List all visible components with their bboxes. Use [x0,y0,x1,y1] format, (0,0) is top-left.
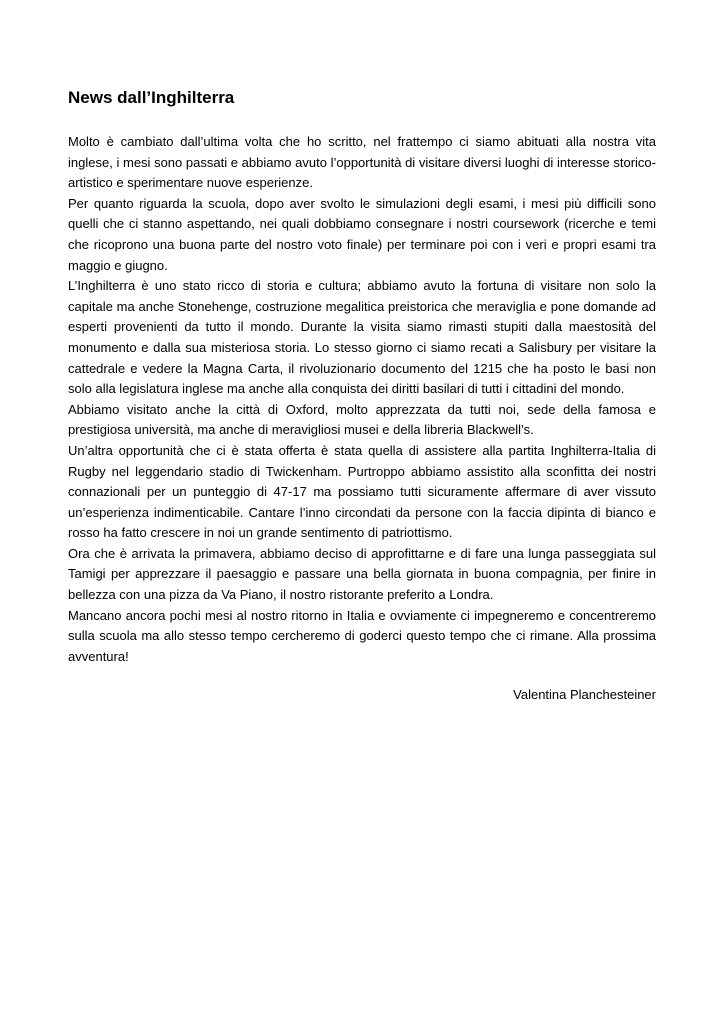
paragraph-intro: Molto è cambiato dall’ultima volta che ho scritto, nel frattempo ci siamo abituati alla nostra vita inglese, i mesi sono passati e abbiamo avuto l’opportunità di visitare diversi luoghi di interesse storico-artistico e sperimentare nuove esperienze. [68,134,656,191]
document-page [68,86,656,706]
paragraph-school: Per quanto riguarda la scuola, dopo aver svolto le simulazioni degli esami, i mesi più difficili sono quelli che ci stanno aspettando, nei quali dobbiamo consegnare i nostri coursework (ricerche e temi che ricoprono una buona parte del nostro voto finale) per terminare poi con i veri e propri esami tra maggio e giugno. [68,195,656,273]
paragraph-oxford: Abbiamo visitato anche la città di Oxford, molto apprezzata da tutti noi, sede della famosa e prestigiosa università, ma anche di meravigliosi musei e della libreria Blackwell’s. [68,401,656,438]
paragraph-closing: Mancano ancora pochi mesi al nostro ritorno in Italia e ovviamente ci impegneremo e concentreremo sulla scuola ma allo stesso tempo cercheremo di goderci questo tempo che ci rimane. Alla prossima avventura! [68,607,656,664]
paragraph-history: L’Inghilterra è uno stato ricco di storia e cultura; abbiamo avuto la fortuna di visitare non solo la capitale ma anche Stonehenge, costruzione megalitica preistorica che meraviglia e pone domande ad esperti provenienti da tutto il mondo. Durante la visita siamo rimasti stupiti dalla maestosità del monumento e dalla sua misteriosa storia. Lo stesso giorno ci siamo recati a Salisbury per visitare la cattedrale e vedere la Magna Carta, il rivoluzionario documento del 1215 che ha posto le basi non solo alla legislatura inglese ma anche alla conquista dei diritti basilari di tutti i cittadini del mondo. [68,278,656,397]
article-title: News dall’Inghilterra [68,88,235,107]
paragraph-spring: Ora che è arrivata la primavera, abbiamo deciso di approfittarne e di fare una lunga passeggiata sul Tamigi per apprezzare il paesaggio e passare una bella giornata in buona compagnia, per finire in bellezza con una pizza da Va Piano, il nostro ristorante preferito a Londra. [68,545,656,603]
author-signature: Valentina Planchesteiner [513,687,656,703]
paragraph-rugby: Un’altra opportunità che ci è stata offerta è stata quella di assistere alla partita Inghilterra-Italia di Rugby nel leggendario stadio di Twickenham. Purtroppo abbiamo assistito alla sconfitta dei nostri connazionali per un punteggio di 47-17 ma possiamo tutti sicuramente affermare di aver vissuto un’esperienza indimenticabile. Cantare l’inno circondati da persone con la faccia dipinta di bianco e rosso ha fatto crescere in noi un grande sentimento di patriottismo. [68,442,656,541]
